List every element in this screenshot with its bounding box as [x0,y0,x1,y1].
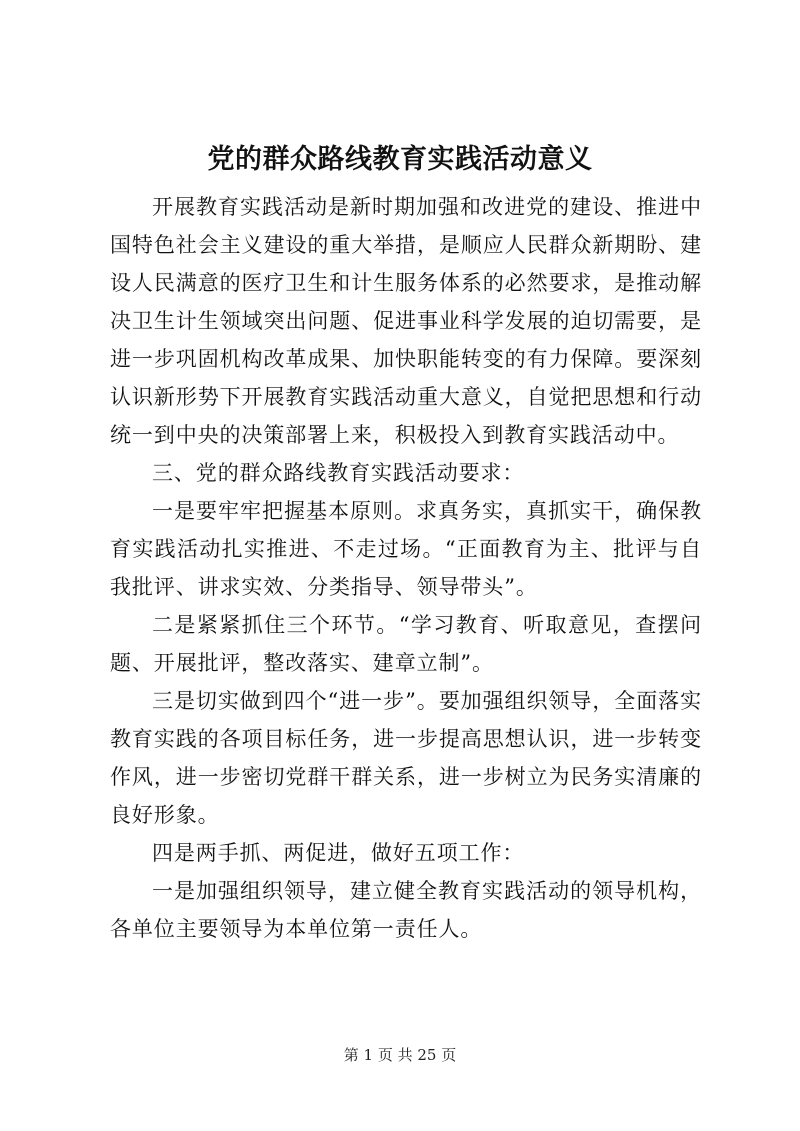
page-title: 党的群众路线教育实践活动意义 [207,144,593,175]
document-body [110,188,702,948]
paragraph-five-tasks: 四是两手抓、两促进，做好五项工作： [152,841,525,865]
page-number-footer: 第 1 页 共 25 页 [343,1046,457,1064]
paragraph-principles: 一是要牢牢把握基本原则。求真务实，真抓实干，确保教育实践活动扎实推进、不走过场。“正面教育为主、批评与自我批评、讲求实效、分类指导、领导带头”。 [110,499,702,599]
paragraph-four-further-steps: 三是切实做到四个“进一步”。要加强组织领导，全面落实教育实践的各项目标任务，进一步提高思想认识，进一步转变作风，进一步密切党群干群关系，进一步树立为民务实清廉的良好形象。 [110,689,702,827]
paragraph-section-heading-requirements: 三、党的群众路线教育实践活动要求： [152,461,525,485]
paragraph-leadership: 一是加强组织领导，建立健全教育实践活动的领导机构，各单位主要领导为本单位第一责任人。 [110,879,702,941]
paragraph-significance: 开展教育实践活动是新时期加强和改进党的建设、推进中国特色社会主义建设的重大举措，是顺应人民群众新期盼、建设人民满意的医疗卫生和计生服务体系的必然要求，是推动解决卫生计生领域突出问题、促进事业科学发展的迫切需要，是进一步巩固机构改革成果、加快职能转变的有力保障。要深刻认识新形势下开展教育实践活动重大意义，自觉把思想和行动统一到中央的决策部署上来，积极投入到教育实践活动中。 [110,195,702,447]
paragraph-three-links: 二是紧紧抓住三个环节。“学习教育、听取意见，查摆问题、开展批评，整改落实、建章立制”。 [110,613,702,675]
